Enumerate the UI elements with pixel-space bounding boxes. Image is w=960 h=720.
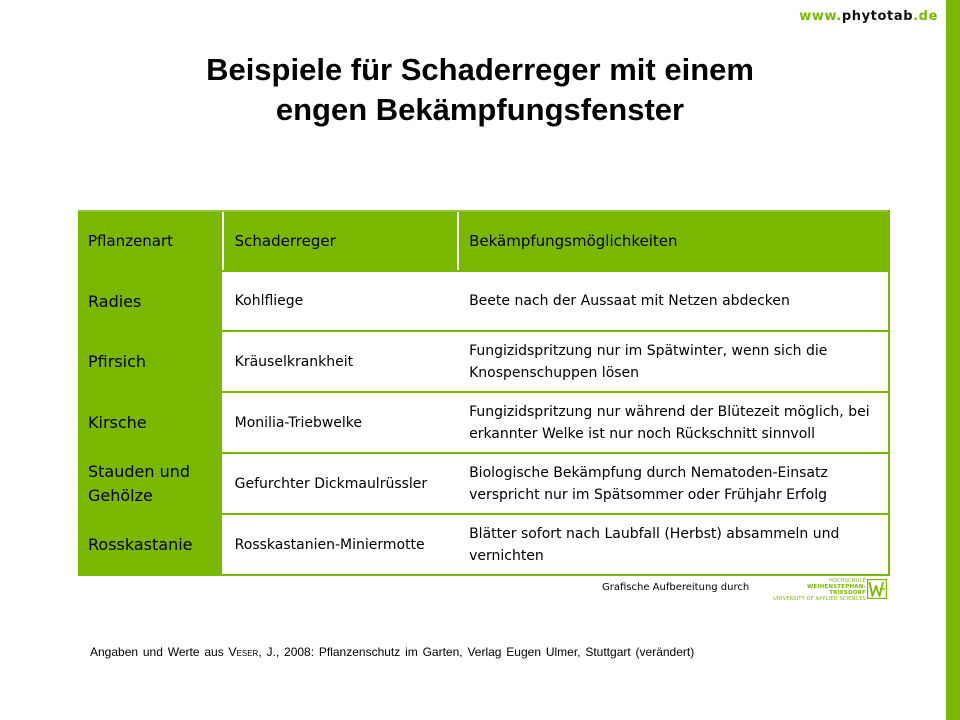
credit-text: Grafische Aufbereitung durch (602, 582, 750, 593)
source-before: Angaben und Werte aus (90, 645, 229, 659)
row-plant: Pfirsich (78, 332, 222, 391)
row-control: Biologische Bekämpfung durch Nematoden-Einsatz verspricht nur im Spätsommer oder Frühjahr Erfolg (459, 454, 890, 513)
row-plant: Radies (78, 272, 222, 330)
header-control: Bekämpfungsmöglichkeiten (459, 212, 890, 270)
source-author: Veser (228, 645, 259, 659)
university-logo-text (772, 578, 866, 602)
page-title (60, 50, 900, 130)
table-row (78, 272, 890, 330)
row-pest: Rosskastanien-Miniermotte (224, 515, 457, 574)
page-title-line-1: Beispiele für Schaderreger mit einem (206, 52, 754, 87)
table-row (78, 454, 890, 513)
logo-line-1: HOCHSCHULE (829, 578, 866, 584)
pest-table (78, 210, 890, 576)
row-plant: Stauden und Gehölze (78, 454, 222, 513)
header-pest: Schaderreger (224, 212, 457, 270)
row-pest: Kohlfliege (224, 272, 457, 330)
site-url[interactable] (799, 9, 938, 24)
row-control: Beete nach der Aussaat mit Netzen abdecken (459, 272, 890, 330)
table-row (78, 393, 890, 452)
row-pest: Monilia-Triebwelke (224, 393, 457, 452)
site-url-suffix: .de (913, 9, 938, 24)
source-after: , J., 2008: Pflanzenschutz im Garten, Verlag Eugen Ulmer, Stuttgart (verändert) (258, 645, 695, 659)
university-logo-icon (867, 579, 887, 599)
logo-line-2: WEIHENSTEPHAN-TRIESDORF (807, 584, 866, 596)
site-url-name: phytotab (841, 9, 914, 24)
source-citation (90, 645, 694, 659)
row-control: Fungizidspritzung nur während der Blütezeit möglich, bei erkannter Welke ist nur noch Rückschnitt sinnvoll (459, 393, 890, 452)
table-row (78, 515, 890, 574)
row-control: Blätter sofort nach Laubfall (Herbst) absammeln und vernichten (459, 515, 890, 574)
table-header-row (78, 210, 890, 270)
site-url-prefix: www. (799, 9, 842, 24)
right-accent-bar (946, 0, 960, 720)
row-pest: Kräuselkrankheit (224, 332, 457, 391)
row-plant: Rosskastanie (78, 515, 222, 574)
row-pest: Gefurchter Dickmaulrüssler (224, 454, 457, 513)
row-plant: Kirsche (78, 393, 222, 452)
logo-line-3: UNIVERSITY OF APPLIED SCIENCES (773, 596, 866, 602)
row-control: Fungizidspritzung nur im Spätwinter, wenn sich die Knospenschuppen lösen (459, 332, 890, 391)
table-row (78, 332, 890, 391)
header-plant: Pflanzenart (78, 212, 222, 270)
page-title-line-2: engen Bekämpfungsfenster (275, 92, 685, 127)
